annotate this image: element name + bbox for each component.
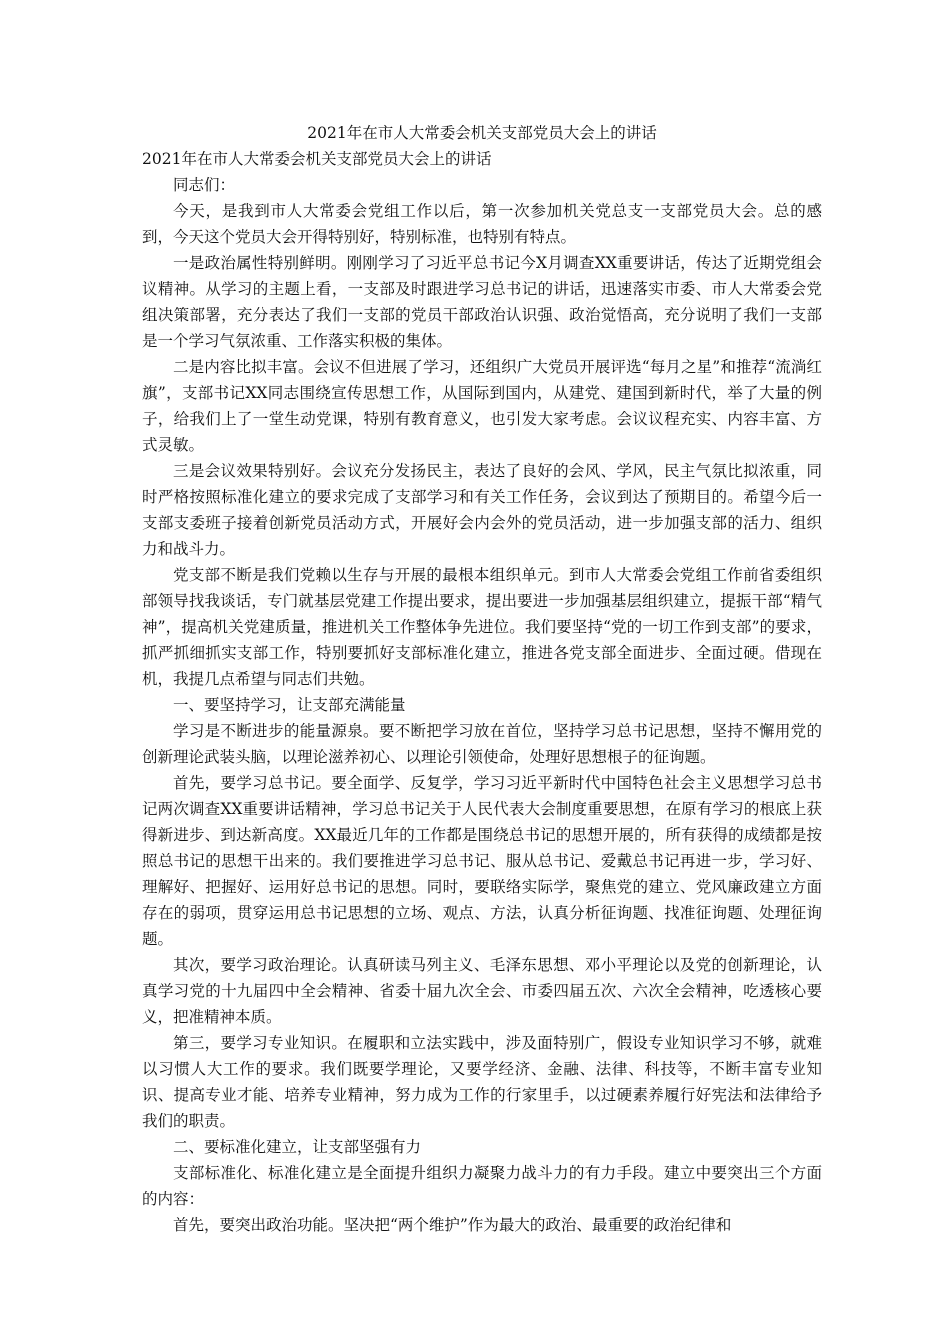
document-body (142, 172, 822, 1238)
paragraph: 第三，要学习专业知识。在履职和立法实践中，涉及面特别广，假设专业知识学习不够，就难以习惯人大工作的要求。我们既要学理论，又要学经济、金融、法律、科技等，不断丰富专业知识、提高专业才能、培养专业精神，努力成为工作的行家里手，以过硬素养履行好宪法和法律给予我们的职责。 (142, 1034, 822, 1130)
document-page (142, 120, 822, 1238)
paragraph: 首先，要突出政治功能。坚决把“两个维护”作为最大的政治、最重要的政治纪律和 (173, 1216, 732, 1234)
paragraph: 一是政治属性特别鲜明。刚刚学习了习近平总书记今X月调查XX重要讲话，传达了近期党组会议精神。从学习的主题上看，一支部及时跟进学习总书记的讲话，迅速落实市委、市人大常委会党组决策部署，充分表达了我们一支部的党员干部政治认识强、政治觉悟高，充分说明了我们一支部是一个学习气氛浓重、工作落实积极的集体。 (142, 254, 822, 350)
paragraph: 三是会议效果特别好。会议充分发扬民主，表达了良好的会风、学风，民主气氛比拟浓重，同时严格按照标准化建立的要求完成了支部学习和有关工作任务，会议到达了预期目的。希望今后一支部支委班子接着创新党员活动方式，开展好会内会外的党员活动，进一步加强支部的活力、组织力和战斗力。 (142, 462, 822, 558)
paragraph: 二是内容比拟丰富。会议不但进展了学习，还组织广大党员开展评选“每月之星”和推荐“流淌红旗”，支部书记XX同志围绕宣传思想工作，从国际到国内，从建党、建国到新时代，举了大量的例子，给我们上了一堂生动党课，特别有教育意义，也引发大家考虑。会议议程充实、内容丰富、方式灵敏。 (142, 358, 822, 454)
paragraph: 今天，是我到市人大常委会党组工作以后，第一次参加机关党总支一支部党员大会。总的感到，今天这个党员大会开得特别好，特别标准，也特别有特点。 (142, 202, 822, 246)
section-heading: 二、要标准化建立，让支部坚强有力 (173, 1138, 422, 1156)
document-title: 2021年在市人大常委会机关支部党员大会上的讲话 (307, 124, 657, 142)
paragraph: 首先，要学习总书记。要全面学、反复学，学习习近平新时代中国特色社会主义思想学习总书记两次调查XX重要讲话精神，学习总书记关于人民代表大会制度重要思想，在原有学习的根底上获得新进步、到达新高度。XX最近几年的工作都是围绕总书记的思想开展的，所有获得的成绩都是按照总书记的思想干出来的。我们要推进学习总书记、服从总书记、爱戴总书记再进一步，学习好、理解好、把握好、运用好总书记的思想。同时，要联络实际学，聚焦党的建立、党风廉政建立方面存在的弱项，贯穿运用总书记思想的立场、观点、方法，认真分析征询题、找准征询题、处理征询题。 (142, 774, 822, 948)
paragraph: 党支部不断是我们党赖以生存与开展的最根本组织单元。到市人大常委会党组工作前省委组织部领导找我谈话，专门就基层党建工作提出要求，提出要进一步加强基层组织建立，提振干部“精气神”，提高机关党建质量，推进机关工作整体争先进位。我们要坚持“党的一切工作到支部”的要求，抓严抓细抓实支部工作，特别要抓好支部标准化建立，推进各党支部全面进步、全面过硬。借现在机，我提几点希望与同志们共勉。 (142, 566, 822, 688)
section-heading: 一、要坚持学习，让支部充满能量 (173, 696, 406, 714)
paragraph: 其次，要学习政治理论。认真研读马列主义、毛泽东思想、邓小平理论以及党的创新理论，认真学习党的十九届四中全会精神、省委十届九次全会、市委四届五次、六次全会精神，吃透核心要义，把准精神本质。 (142, 956, 822, 1026)
paragraph: 学习是不断进步的能量源泉。要不断把学习放在首位，坚持学习总书记思想，坚持不懈用党的创新理论武装头脑，以理论滋养初心、以理论引领使命，处理好思想根子的征询题。 (142, 722, 822, 766)
paragraph: 同志们： (173, 176, 236, 194)
document-subtitle: 2021年在市人大常委会机关支部党员大会上的讲话 (142, 150, 492, 168)
paragraph: 支部标准化、标准化建立是全面提升组织力凝聚力战斗力的有力手段。建立中要突出三个方面的内容： (142, 1164, 822, 1208)
